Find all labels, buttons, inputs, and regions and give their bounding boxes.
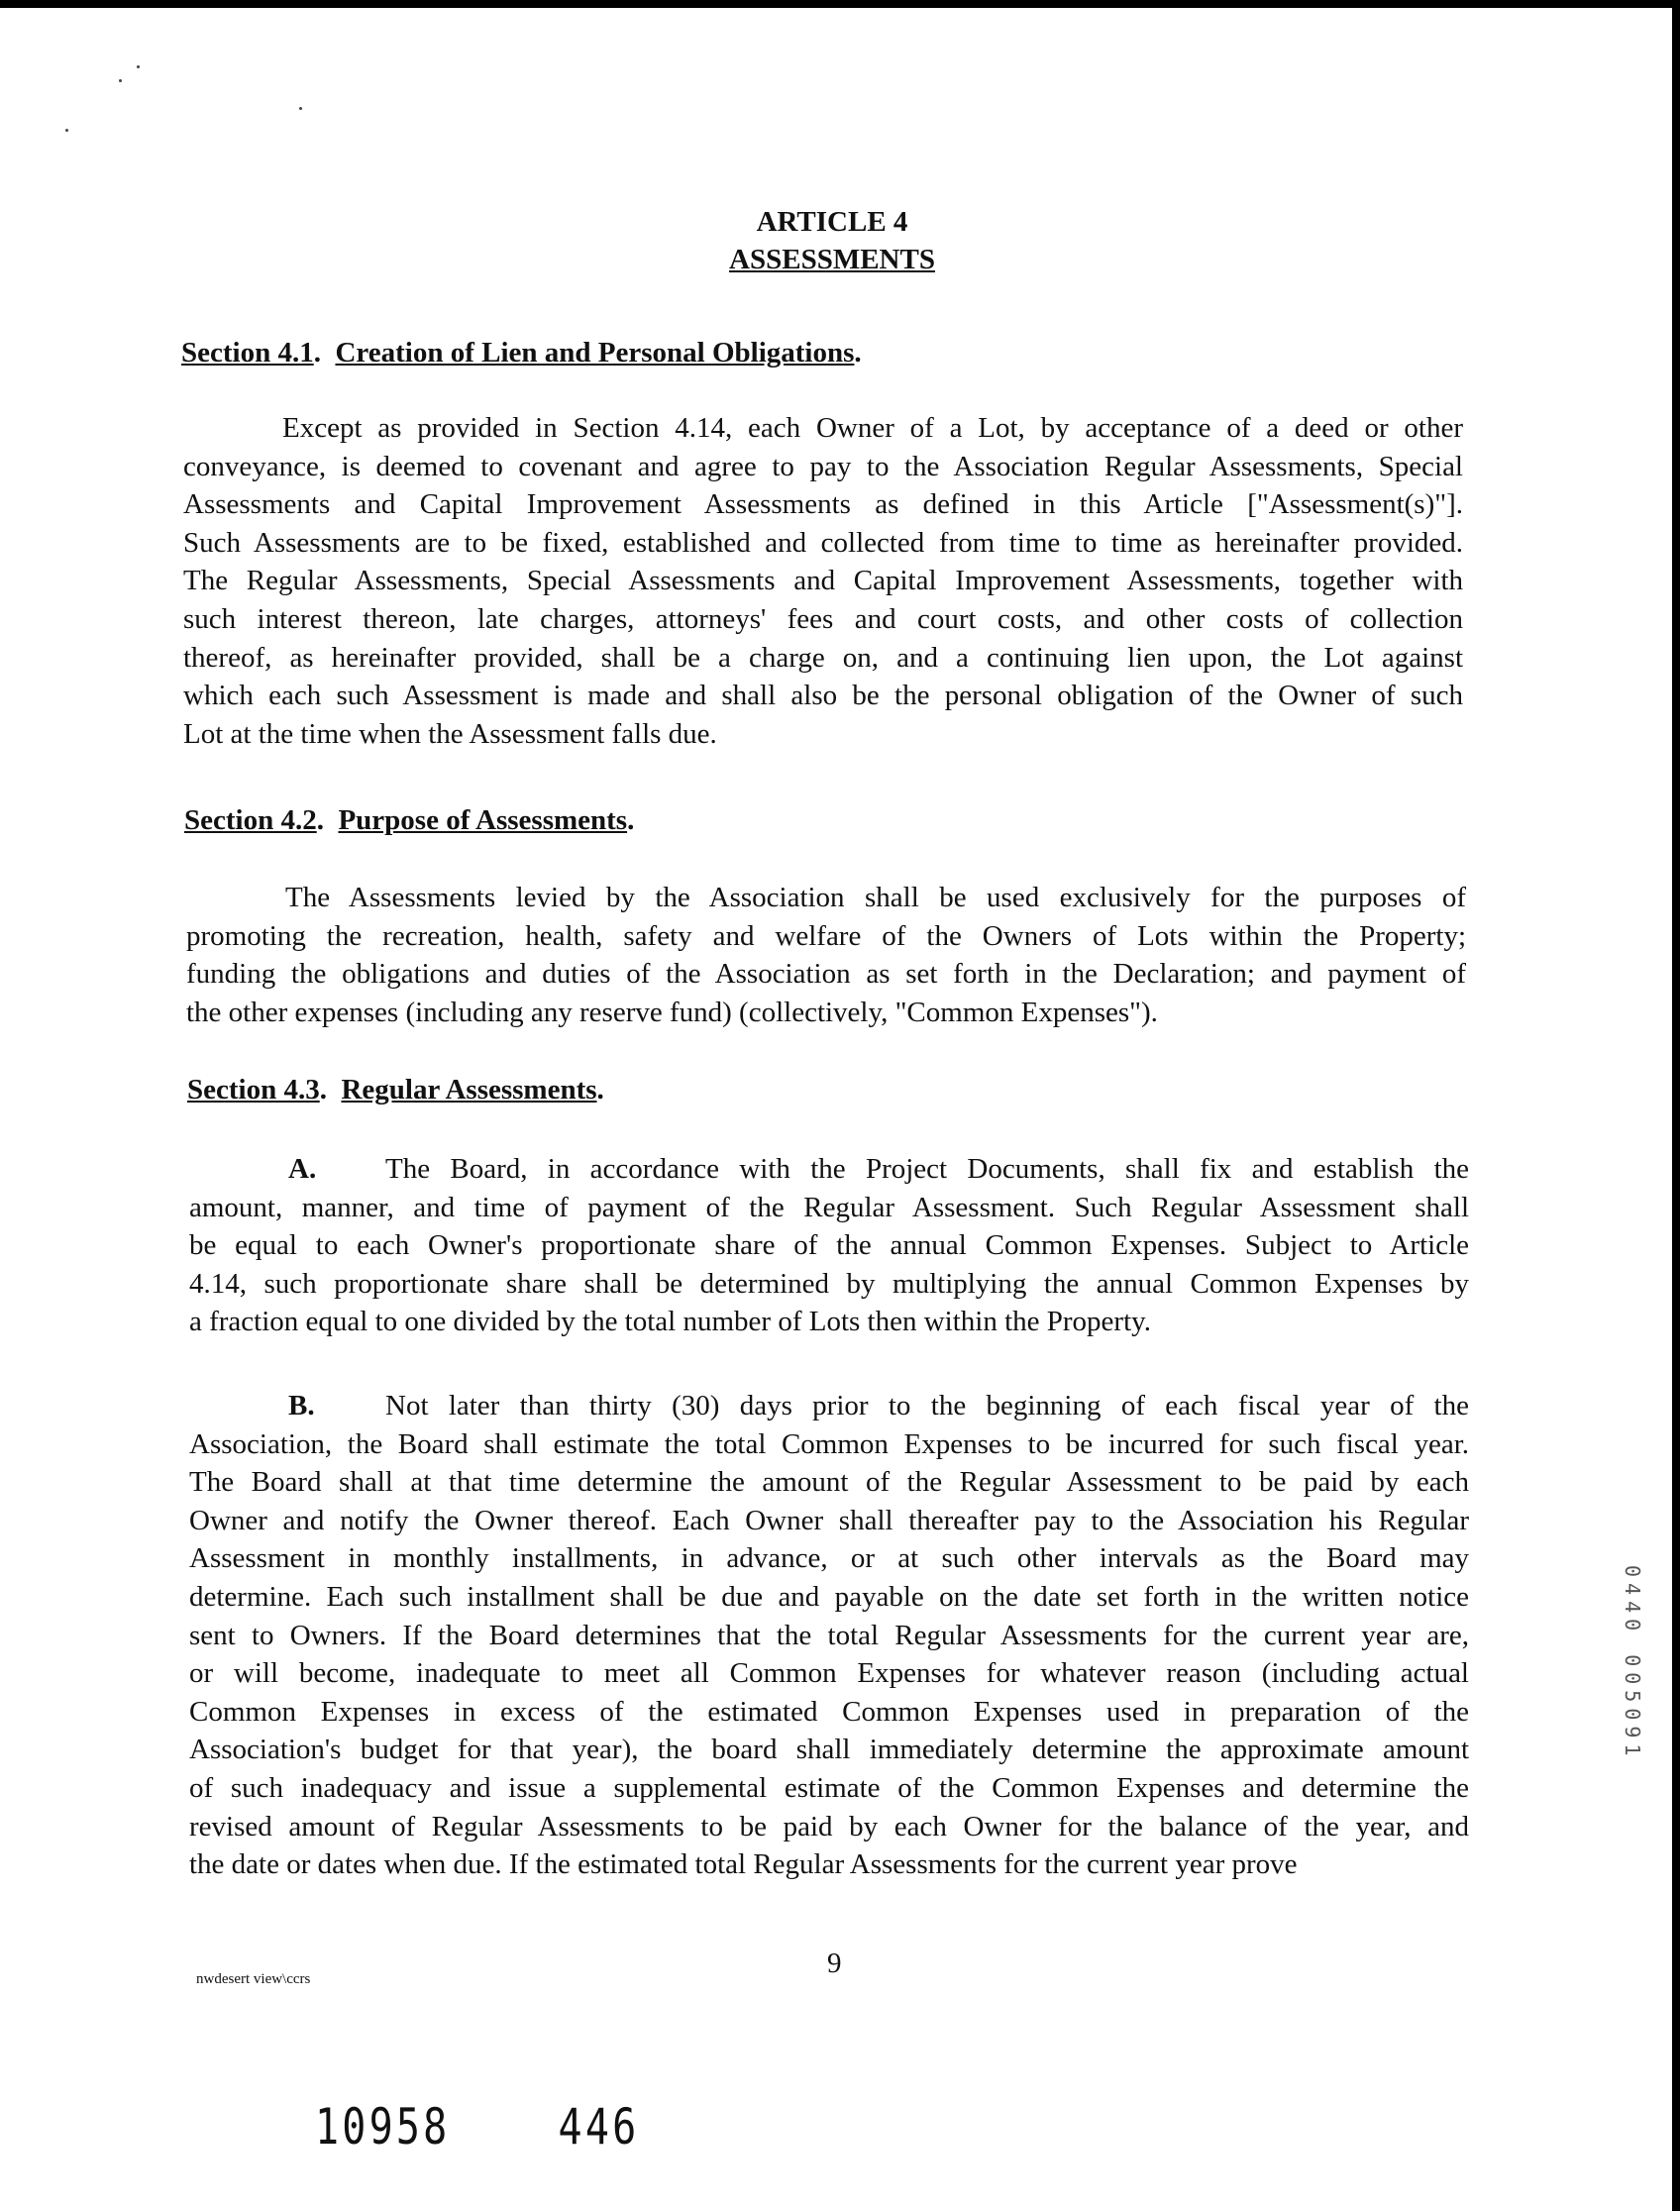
section-label: Section 4.1 (181, 337, 314, 368)
paragraph-line: amount, manner, and time of payment of the Regular Assessment. Such Regular Assessment shall (189, 1191, 1469, 1223)
scan-speck (65, 129, 68, 132)
section-label: Section 4.3 (187, 1074, 320, 1106)
scan-speck (119, 79, 122, 82)
line-text: The Board, in accordance with the Project Documents, shall fix and establish the (385, 1153, 1469, 1185)
article-title: ASSESSMENTS (729, 244, 935, 275)
page-number: 9 (827, 1948, 842, 1979)
paragraph-line: The Assessments levied by the Association shall be used exclusively for the purposes of (285, 882, 1466, 913)
section-heading: Section 4.1. Creation of Lien and Personal Obligations. (181, 337, 862, 368)
paragraph (189, 1387, 1469, 1884)
paragraph-line: funding the obligations and duties of the Association as set forth in the Declaration; and payment of (186, 958, 1466, 991)
section-title: Creation of Lien and Personal Obligations (335, 337, 855, 368)
paragraph-line: the date or dates when due. If the estimated total Regular Assessments for the current year prove (189, 1848, 1298, 1881)
recording-stamp (315, 2098, 639, 2156)
file-path: nwdesert view\ccrs (196, 1971, 311, 1987)
paragraph-line: thereof, as hereinafter provided, shall be a charge on, and a continuing lien upon, the Lot against (183, 641, 1463, 674)
subsection-marker: A. (288, 1153, 317, 1185)
paragraph-line: Association's budget for that year), the board shall immediately determine the approximate amount (189, 1734, 1469, 1766)
paragraph-line (189, 1387, 1469, 1425)
paragraph (183, 409, 1463, 753)
paragraph-line: the other expenses (including any reserve fund) (collectively, "Common Expenses"). (186, 996, 1158, 1028)
paragraph-line: such interest thereon, late charges, attorneys' fees and court costs, and other costs of collection (183, 602, 1463, 635)
paragraph-line (189, 1150, 1469, 1189)
scan-speck (299, 107, 302, 110)
paragraph-line: 4.14, such proportionate share shall be determined by multiplying the annual Common Expenses by (189, 1267, 1469, 1300)
paragraph-line: Common Expenses in excess of the estimated Common Expenses used in preparation of the (189, 1695, 1469, 1728)
book-number: 10958 (315, 2098, 451, 2156)
section-label: Section 4.2 (184, 804, 317, 836)
paragraph-line: Except as provided in Section 4.14, each Owner of a Lot, by acceptance of a deed or other (282, 412, 1463, 444)
margin-recording-number: 0440 005091 (1621, 1565, 1644, 1762)
section-title: Regular Assessments (341, 1074, 597, 1106)
article-number: ARTICLE 4 (756, 206, 908, 238)
subsection-marker: B. (288, 1390, 315, 1421)
paragraph-line: Lot at the time when the Assessment falls due. (183, 717, 717, 750)
section-heading: Section 4.3. Regular Assessments. (187, 1074, 604, 1106)
scan-border-right (1672, 0, 1680, 2211)
paragraph-line: or will become, inadequate to meet all Common Expenses for whatever reason (including actual (189, 1657, 1469, 1690)
paragraph-line: sent to Owners. If the Board determines that the total Regular Assessments for the current year are, (189, 1619, 1469, 1651)
paragraph-line: conveyance, is deemed to covenant and agree to pay to the Association Regular Assessments, Special (183, 450, 1463, 482)
paragraph (186, 879, 1466, 1031)
paragraph-line: Owner and notify the Owner thereof. Each Owner shall thereafter pay to the Association his Regular (189, 1504, 1469, 1536)
page-stamp-number: 446 (558, 2098, 640, 2156)
scan-speck (137, 65, 140, 68)
paragraph (189, 1150, 1469, 1341)
paragraph-line: determine. Each such installment shall be due and payable on the date set forth in the written notice (189, 1580, 1469, 1613)
paragraph-line: The Regular Assessments, Special Assessments and Capital Improvement Assessments, together with (183, 565, 1463, 597)
paragraph-line: a fraction equal to one divided by the total number of Lots then within the Property. (189, 1306, 1151, 1338)
paragraph-line: be equal to each Owner's proportionate share of the annual Common Expenses. Subject to Article (189, 1229, 1469, 1262)
paragraph-line: Assessment in monthly installments, in advance, or at such other intervals as the Board may (189, 1542, 1469, 1575)
paragraph-line: promoting the recreation, health, safety and welfare of the Owners of Lots within the Property; (186, 919, 1466, 952)
paragraph-line: revised amount of Regular Assessments to be paid by each Owner for the balance of the year, and (189, 1810, 1469, 1842)
section-heading: Section 4.2. Purpose of Assessments. (184, 804, 635, 836)
paragraph-line: of such inadequacy and issue a supplemental estimate of the Common Expenses and determine the (189, 1771, 1469, 1804)
paragraph-line: Such Assessments are to be fixed, established and collected from time to time as hereinafter provided. (183, 526, 1463, 559)
scan-border-top (0, 0, 1680, 8)
paragraph-line: Assessments and Capital Improvement Assessments as defined in this Article ["Assessment(s)"]. (183, 488, 1463, 521)
line-text: Not later than thirty (30) days prior to the beginning of each fiscal year of the (385, 1390, 1469, 1421)
paragraph-line: which each such Assessment is made and shall also be the personal obligation of the Owner of such (183, 680, 1463, 712)
paragraph-line: Association, the Board shall estimate the total Common Expenses to be incurred for such fiscal year. (189, 1427, 1469, 1460)
section-title: Purpose of Assessments (338, 804, 628, 836)
paragraph-line: The Board shall at that time determine the amount of the Regular Assessment to be paid by each (189, 1466, 1469, 1499)
